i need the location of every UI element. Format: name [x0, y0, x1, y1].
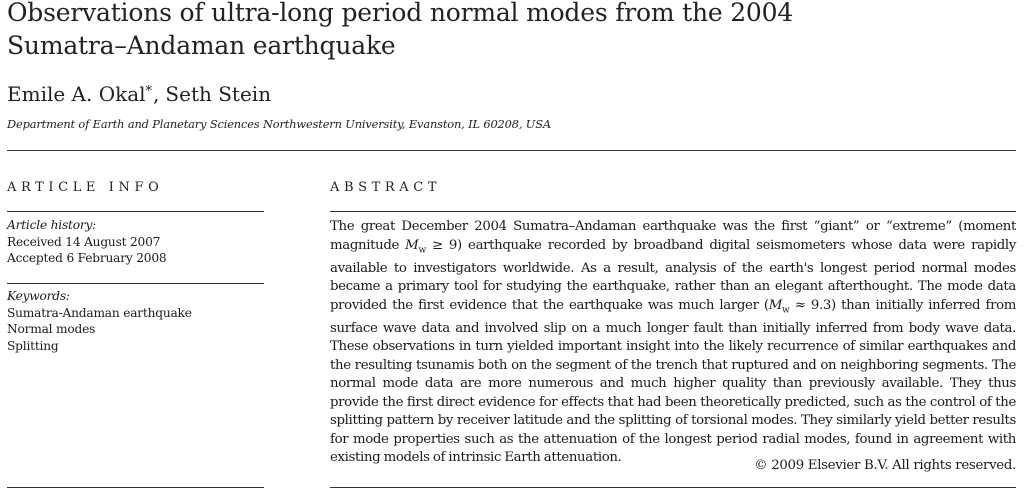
- keywords-label: Keywords:: [7, 289, 70, 303]
- title-line-1: Observations of ultra-long period normal modes from the 2004: [7, 0, 794, 27]
- keyword-item[interactable]: Normal modes: [7, 322, 96, 336]
- keywords-block: [7, 288, 192, 354]
- author-okal[interactable]: Emile A. Okal: [7, 82, 146, 106]
- mw-subscript: w: [418, 245, 426, 256]
- header-divider: [7, 150, 1016, 151]
- mw-symbol: M: [768, 297, 783, 313]
- keyword-item[interactable]: Sumatra-Andaman earthquake: [7, 305, 192, 320]
- abstract-segment-3: ) than initially inferred from surface wave data and involved slip on a much longer fault than initially inferred from body wave data. These observations in turn yielded important insight into the likely recurrence of similar earthquakes and the resulting tsunamis both on the segment of the trench that ruptured and on neighboring segments. The normal mode data are more numerous and much higher quality than previously available. They thus provide the first direct evidence for effects that had been theoretically predicted, such as the control of the splitting pattern by receiver latitude and the splitting of torsional modes. They similarly yield better results for mode properties such as the attenuation of the longest period radial modes, found in agreement with existing models of intrinsic Earth attenuation.: [330, 297, 1017, 466]
- article-history: [7, 217, 166, 267]
- author-list: Emile A. Okal*, Seth Stein: [7, 82, 272, 106]
- copyright-notice: © 2009 Elsevier B.V. All rights reserved.: [754, 458, 1016, 473]
- article-history-label: Article history:: [7, 218, 97, 232]
- affiliation: Department of Earth and Planetary Sciences Northwestern University, Evanston, IL 60208, USA: [7, 117, 551, 131]
- paper-title: [7, 0, 1007, 62]
- received-date: Received 14 August 2007: [7, 234, 161, 249]
- mw-subscript: w: [782, 305, 790, 316]
- article-info-divider-bottom: [7, 487, 264, 488]
- abstract-segment-1: The great December 2004 Sumatra–Andaman earthquake was the first “giant” or “extreme” (moment magnitude: [330, 219, 1016, 253]
- accepted-date: Accepted 6 February 2008: [7, 251, 167, 265]
- magnitude-relation-1: ≥ 9: [425, 237, 458, 253]
- moment-magnitude-symbol: [405, 237, 426, 256]
- abstract-divider-top: [330, 211, 1016, 212]
- article-info-heading: ARTICLE INFO: [7, 180, 164, 195]
- article-info-divider-top: [7, 211, 264, 212]
- mw-symbol: M: [405, 237, 419, 253]
- magnitude-relation-2: ≈ 9.3: [789, 297, 831, 313]
- abstract-text: [330, 218, 1016, 468]
- article-info-divider-middle: [7, 283, 264, 284]
- abstract-divider-bottom: [330, 487, 1016, 488]
- abstract-heading: ABSTRACT: [330, 180, 442, 195]
- keyword-item[interactable]: Splitting: [7, 338, 59, 353]
- title-line-2: Sumatra–Andaman earthquake: [7, 31, 396, 60]
- corresponding-author-mark[interactable]: *: [145, 84, 153, 99]
- moment-magnitude-symbol: [768, 297, 790, 316]
- abstract-segment-2: ) earthquake recorded by broadband digital seismometers whose data were rapidly available to investigators worldwide. As a result, analysis of the earth's longest period normal modes became a primary tool for studying the earthquake, rather than an elegant afterthought. The mode data provided the first evidence that the earthquake was much larger (: [330, 237, 1016, 313]
- author-stein[interactable]: Seth Stein: [165, 82, 272, 106]
